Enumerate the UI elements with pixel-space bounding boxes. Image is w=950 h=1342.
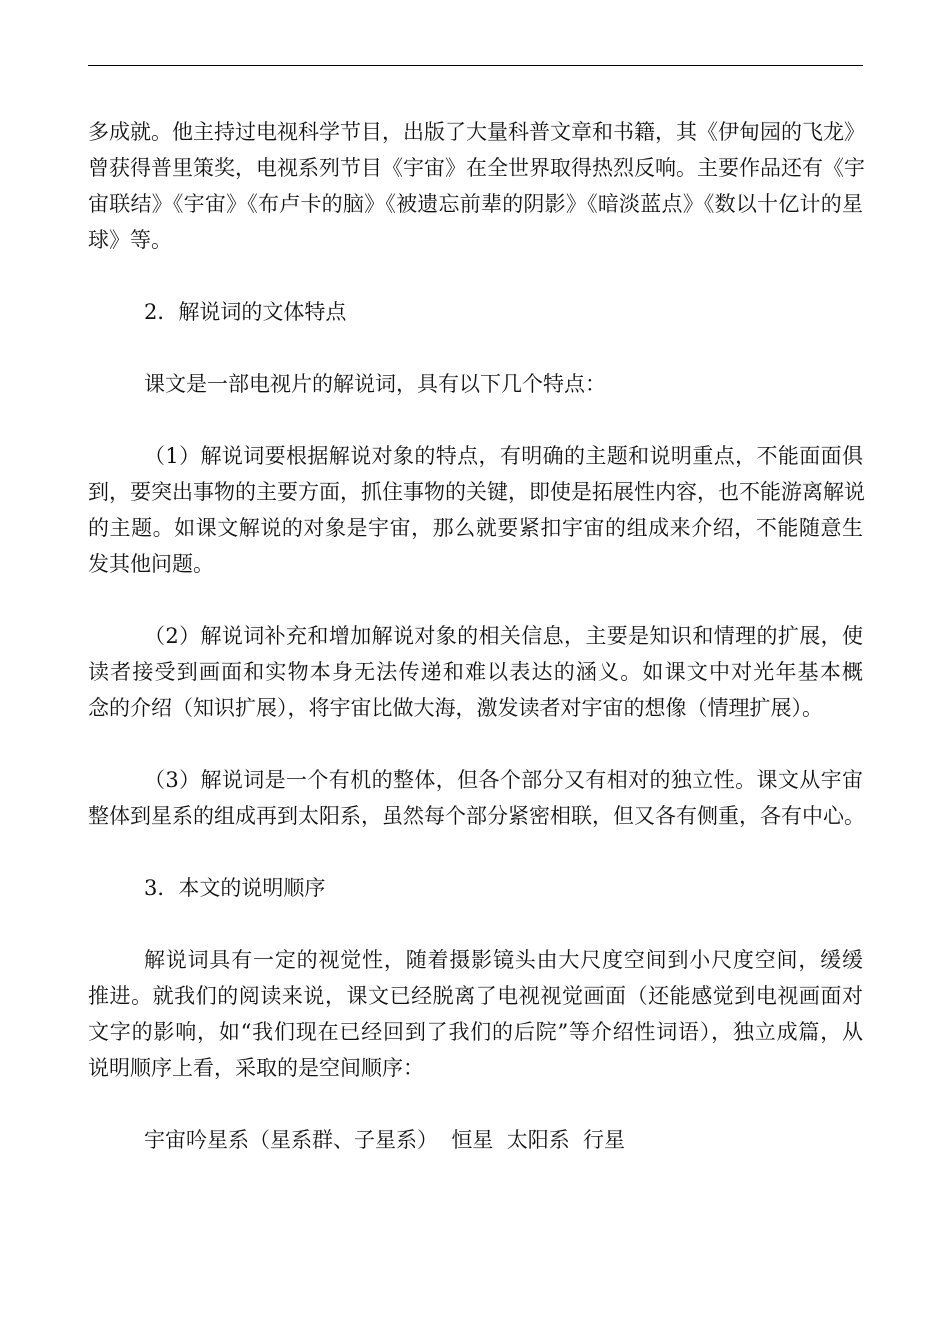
text-line: 说明顺序上看，采取的是空间顺序： (88, 1056, 424, 1080)
text-line: 发其他问题。 (88, 552, 214, 576)
section-heading-2: 2．解说词的文体特点 (144, 300, 347, 324)
text-line: （3）解说词是一个有机的整体，但各个部分又有相对的独立性。课文从宇宙 (144, 768, 863, 792)
section2-lead: 课文是一部电视片的解说词，具有以下几个特点： (144, 372, 606, 396)
paragraph-gap (88, 330, 863, 366)
text-line: 球》等。 (88, 228, 172, 252)
text-line: 整体到星系的组成再到太阳系，虽然每个部分紧密相联，但又各有侧重，各有中心。 (88, 804, 865, 828)
point-2-paragraph (88, 618, 863, 726)
paragraph-gap (88, 726, 863, 762)
text-line: 到，要突出事物的主要方面，抓住事物的关键，即使是拓展性内容，也不能游离解说 (88, 480, 865, 504)
header-rule (88, 65, 863, 66)
text-line: 推进。就我们的阅读来说，课文已经脱离了电视视觉画面（还能感觉到电视画面对 (88, 984, 863, 1008)
page-body (88, 114, 863, 1158)
intro-paragraph (88, 114, 863, 258)
paragraph-gap (88, 258, 863, 294)
section-heading-3: 3．本文的说明顺序 (144, 876, 326, 900)
text-line: 文字的影响，如“我们现在已经回到了我们的后院”等介绍性词语），独立成篇，从 (88, 1020, 863, 1044)
paragraph-gap (88, 402, 863, 438)
text-line: 解说词具有一定的视觉性，随着摄影镜头由大尺度空间到小尺度空间，缓缓 (144, 948, 863, 972)
spatial-sequence: 宇宙吟星系（星系群、子星系） 恒星 太阳系 行星 (144, 1128, 626, 1152)
paragraph-gap (88, 834, 863, 870)
section3-paragraph (88, 942, 863, 1086)
text-line: 念的介绍（知识扩展），将宇宙比做大海，激发读者对宇宙的想像（情理扩展）。 (88, 696, 823, 720)
point-1-paragraph (88, 438, 863, 582)
paragraph-gap (88, 906, 863, 942)
paragraph-gap (88, 582, 863, 618)
text-line: 多成就。他主持过电视科学节目，出版了大量科普文章和书籍，其《伊甸园的飞龙》 (88, 120, 865, 144)
text-line: 的主题。如课文解说的对象是宇宙，那么就要紧扣宇宙的组成来介绍，不能随意生 (88, 516, 863, 540)
text-line: （2）解说词补充和增加解说对象的相关信息，主要是知识和情理的扩展，使 (144, 624, 863, 648)
point-3-paragraph (88, 762, 863, 834)
text-line: 宙联结》《宇宙》《布卢卡的脑》《被遗忘前辈的阴影》《暗淡蓝点》《数以十亿计的星 (88, 192, 863, 216)
text-line: （1）解说词要根据解说对象的特点，有明确的主题和说明重点，不能面面俱 (144, 444, 863, 468)
text-line: 读者接受到画面和实物本身无法传递和难以表达的涵义。如课文中对光年基本概 (88, 660, 863, 684)
text-line: 曾获得普里策奖，电视系列节目《宇宙》在全世界取得热烈反响。主要作品还有《宇 (88, 156, 865, 180)
paragraph-gap (88, 1086, 863, 1122)
